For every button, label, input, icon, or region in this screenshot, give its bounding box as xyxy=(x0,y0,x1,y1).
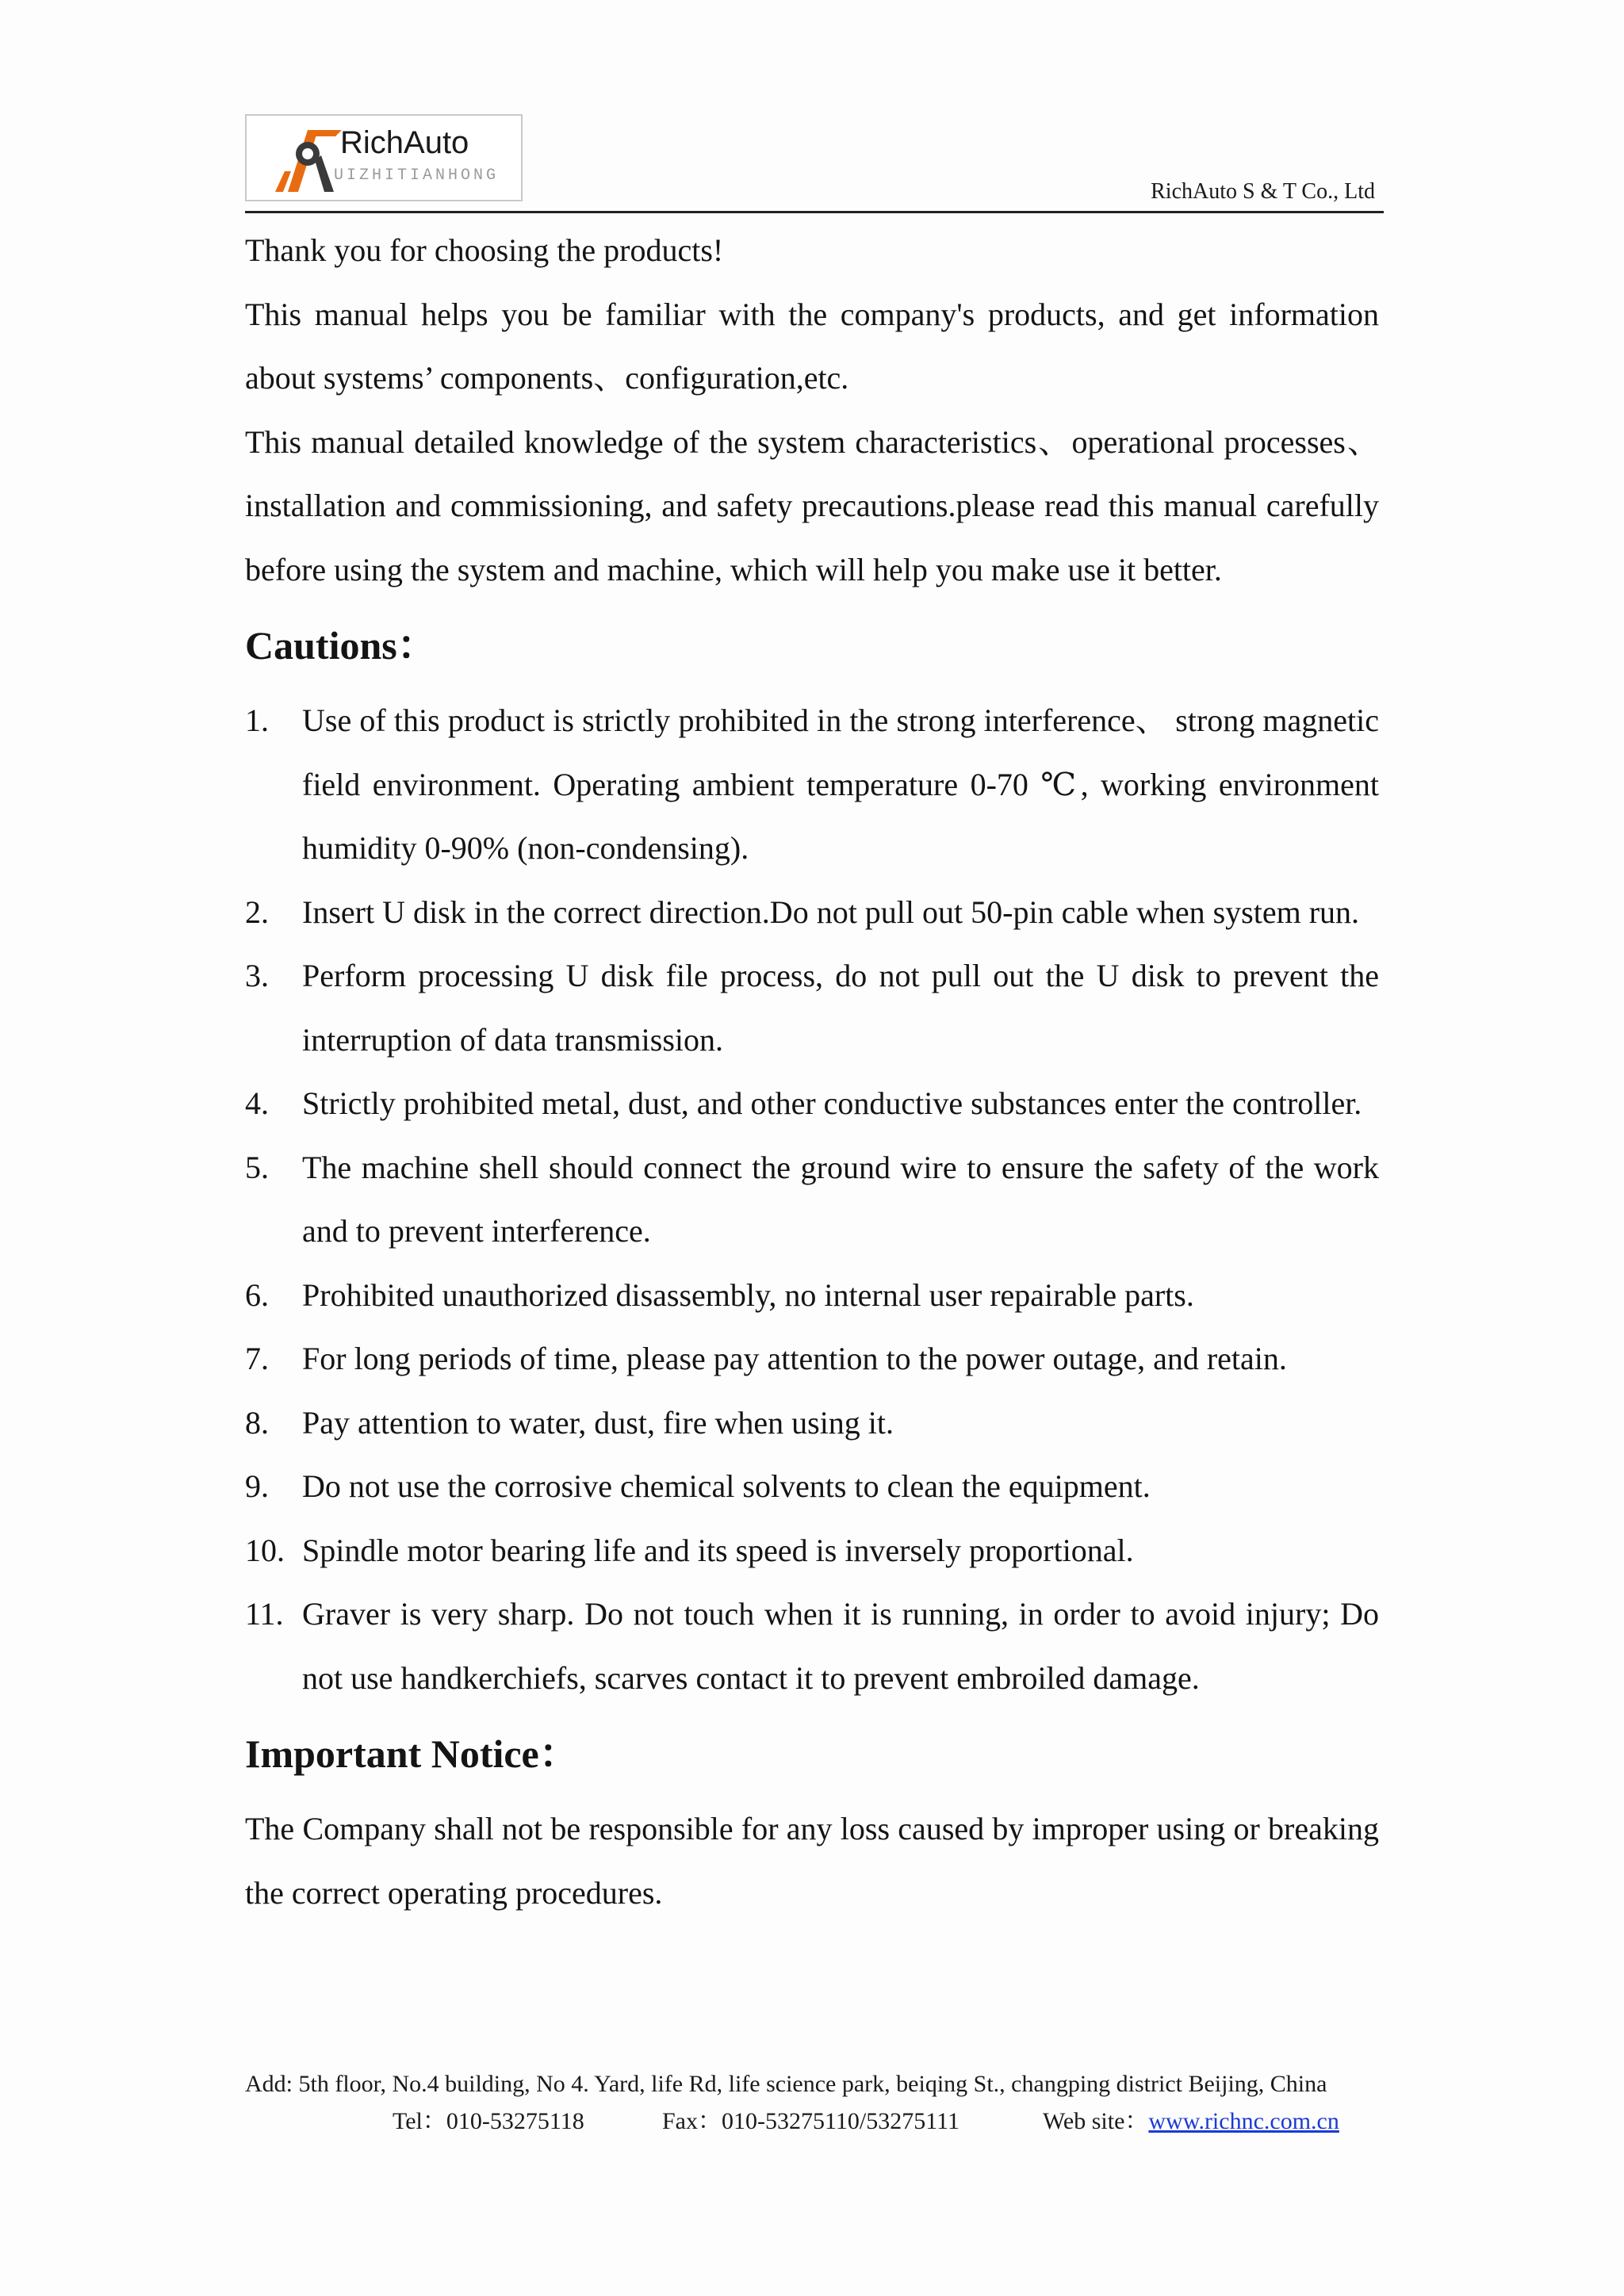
caution-text: Do not use the corrosive chemical solvents to clean the equipment. xyxy=(302,1468,1151,1504)
richauto-logo-mark-icon xyxy=(272,125,343,193)
footer-address: Add: 5th floor, No.4 building, No 4. Yard, life Rd, life science park, beiqing St., changping district Beijing, China xyxy=(245,2071,1327,2097)
footer-web-label: Web site： xyxy=(1043,2108,1149,2134)
caution-item xyxy=(245,1072,1379,1136)
caution-number: 9. xyxy=(245,1468,269,1504)
cautions-list xyxy=(245,689,1379,1710)
logo-tagline: UIZHITIANHONG xyxy=(334,166,500,185)
caution-item xyxy=(245,1582,1379,1710)
footer-contacts xyxy=(393,2101,1392,2136)
caution-text: For long periods of time, please pay attention to the power outage, and retain. xyxy=(302,1341,1287,1376)
caution-item xyxy=(245,1391,1379,1456)
notice-text: The Company shall not be responsible for any loss caused by improper using or breaking the correct operating procedures. xyxy=(245,1811,1379,1911)
caution-number: 7. xyxy=(245,1341,269,1376)
header-divider xyxy=(245,211,1384,213)
caution-number: 4. xyxy=(245,1085,269,1121)
manual-content xyxy=(245,216,1379,1925)
caution-text: Spindle motor bearing life and its speed is inversely proportional. xyxy=(302,1532,1134,1568)
caution-item xyxy=(245,881,1379,945)
caution-text: Graver is very sharp. Do not touch when it is running, in order to avoid injury; Do not use handkerchiefs, scarves contact it to prevent embroiled damage. xyxy=(302,1596,1379,1696)
header-company-name: RichAuto S & T Co., Ltd xyxy=(1151,179,1375,204)
intro-thanks: Thank you for choosing the products! xyxy=(245,232,724,268)
cautions-heading: Cautions： xyxy=(245,623,437,668)
caution-text: Use of this product is strictly prohibited in the strong interference、 strong magnetic field environment. Operating ambient temperature 0-70 ℃, working environment humidity 0-90% (non-condensing). xyxy=(302,702,1379,866)
company-logo xyxy=(245,114,523,201)
logo-wordmark: RichAuto xyxy=(340,125,469,160)
caution-text: Prohibited unauthorized disassembly, no internal user repairable parts. xyxy=(302,1276,1194,1313)
caution-item xyxy=(245,944,1379,1072)
caution-text: The machine shell should connect the ground wire to ensure the safety of the work and to prevent interference. xyxy=(302,1149,1379,1249)
caution-number: 5. xyxy=(245,1149,269,1185)
caution-item xyxy=(245,1136,1379,1264)
caution-item xyxy=(245,1327,1379,1391)
caution-text: Strictly prohibited metal, dust, and other conductive substances enter the controller. xyxy=(302,1085,1362,1121)
caution-number: 3. xyxy=(245,958,269,993)
intro-details: This manual detailed knowledge of the system characteristics、operational processes、installation and commissioning, and safety precautions.please read this manual carefully before using the system and machine, which will help you make use it better. xyxy=(245,423,1379,587)
intro-purpose: This manual helps you be familiar with the company's products, and get information about systems’ components、configuration,etc. xyxy=(245,296,1379,396)
caution-number: 1. xyxy=(245,702,269,738)
caution-text: Pay attention to water, dust, fire when using it. xyxy=(302,1404,894,1441)
caution-text: Insert U disk in the correct direction.Do not pull out 50-pin cable when system run. xyxy=(302,894,1360,930)
footer-fax: Fax：010-53275110/53275111 xyxy=(662,2108,959,2134)
website-link[interactable]: www.richnc.com.cn xyxy=(1148,2108,1339,2134)
caution-number: 8. xyxy=(245,1404,269,1441)
caution-item xyxy=(245,1455,1379,1519)
caution-text: Perform processing U disk file process, do not pull out the U disk to prevent the interruption of data transmission. xyxy=(302,958,1379,1058)
notice-heading: Important Notice： xyxy=(245,1732,579,1776)
caution-number: 6. xyxy=(245,1276,269,1313)
caution-item xyxy=(245,1519,1379,1583)
caution-number: 2. xyxy=(245,894,269,930)
caution-number: 10. xyxy=(245,1532,285,1568)
caution-number: 11. xyxy=(245,1596,284,1632)
footer-tel: Tel：010-53275118 xyxy=(393,2108,584,2134)
caution-item xyxy=(245,1264,1379,1328)
caution-item xyxy=(245,689,1379,881)
